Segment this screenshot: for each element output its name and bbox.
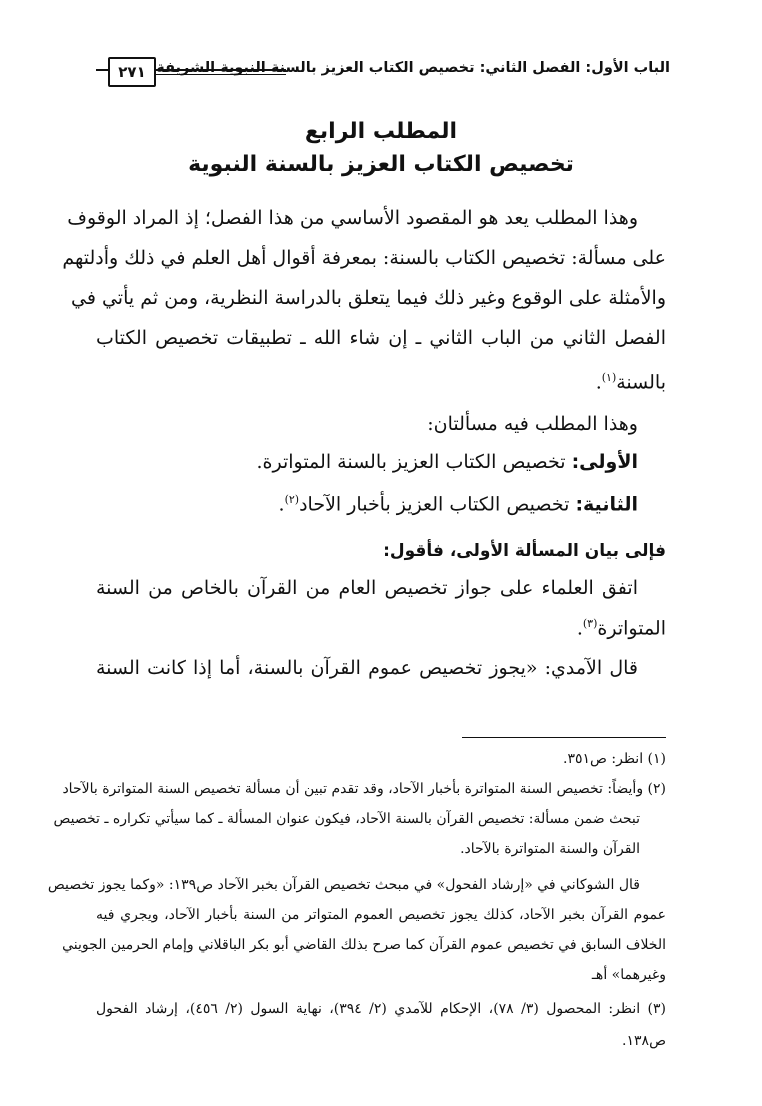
paragraph-line: على مسألة: تخصيص الكتاب بالسنة: بمعرفة أقوال أهل العلم في ذلك وأدلتهم — [62, 247, 666, 269]
issue-two-text: تخصيص الكتاب العزيز بأخبار الآحاد — [299, 493, 570, 516]
paragraph-line: الفصل الثاني من الباب الثاني ـ إن شاء الله ـ تطبيقات تخصيص الكتاب — [96, 327, 666, 349]
issue-one-text: تخصيص الكتاب العزيز بالسنة المتواترة. — [256, 451, 566, 473]
footnote-ref: (٣) — [582, 617, 598, 630]
section-heading — [96, 116, 666, 182]
footnote-2-line: الخلاف السابق في تخصيص عموم القرآن كما صرح بذلك القاضي أبو بكر الباقلاني وإمام الحرمين الجويني — [62, 937, 666, 953]
issue-one-label: الأولى: — [571, 451, 638, 473]
paragraph-period: . — [576, 617, 583, 640]
paragraph-line: والأمثلة على الوقوع وغير ذلك فيما يتعلق بالدراسة النظرية، ومن ثم يأتي في — [71, 287, 666, 309]
footnote-2-line: القرآن والسنة المتواترة بالآحاد. — [460, 841, 640, 857]
paragraph-line: اتفق العلماء على جواز تخصيص العام من القرآن بالخاص من السنة — [96, 577, 638, 599]
footnote-ref: (١) — [601, 371, 617, 384]
footnote-2-line: عموم القرآن بخبر الآحاد، كذلك يجوز تخصيص العموم المتواتر من السنة بأخبار الآحاد، ويجري فيه — [96, 907, 666, 923]
page-number-tail — [96, 69, 108, 71]
footnote-ref: (٢) — [284, 493, 300, 506]
issue-two-period: . — [278, 493, 285, 516]
paragraph-line: قال الآمدي: «يجوز تخصيص عموم القرآن بالسنة، أما إذا كانت السنة — [96, 657, 638, 679]
subheading: فإلى بيان المسألة الأولى، فأقول: — [383, 541, 666, 561]
footnote-3-line: ص١٣٨. — [622, 1033, 666, 1049]
header-rule-thin — [154, 74, 286, 75]
section-title: المطلب الرابع — [304, 119, 458, 144]
issue-two — [96, 480, 666, 520]
page-number: ٢٧١ — [108, 57, 156, 87]
footnote-2-line: قال الشوكاني في «إرشاد الفحول» في مبحث تخصيص القرآن بخبر الآحاد ص١٣٩: «وكما يجوز تخصيص — [47, 877, 640, 893]
paragraph-period: . — [595, 371, 602, 394]
issues-intro: وهذا المطلب فيه مسألتان: — [427, 413, 638, 435]
footnote-1: (١) انظر: ص٣٥١. — [562, 751, 666, 767]
running-header — [96, 56, 670, 90]
paragraph-text: بالسنة — [616, 371, 666, 394]
paragraph-line-end — [96, 604, 666, 644]
issue-one — [96, 442, 666, 482]
paragraph-line: وهذا المطلب يعد هو المقصود الأساسي من هذا الفصل؛ إذ المراد الوقوف — [67, 207, 638, 229]
footnote-2-line: تبحث ضمن مسألة: تخصيص القرآن بالسنة الآحاد، فيكون عنوان المسألة ـ كما سيأتي تكراره ـ تخصيص — [53, 811, 640, 827]
footnote-2-line: وغيرهما» أهـ — [591, 967, 666, 983]
issue-two-label: الثانية: — [575, 493, 638, 516]
section-subtitle: تخصيص الكتاب العزيز بالسنة النبوية — [188, 152, 574, 177]
footnote-separator — [462, 737, 666, 738]
footnote-2-line: (٢) وأيضاً: تخصيص السنة المتواترة بأخبار الآحاد، وقد تقدم تبين أن مسألة تخصيص السنة المتواترة بالآحاد — [62, 781, 666, 797]
running-header-title: الباب الأول: الفصل الثاني: تخصيص الكتاب العزيز بالسنة النبوية الشريفة — [156, 60, 670, 76]
paragraph-line-end — [96, 358, 666, 398]
footnote-3-line: (٣) انظر: المحصول (٣/ ٧٨)، الإحكام للآمدي (٢/ ٣٩٤)، نهاية السول (٢/ ٤٥٦)، إرشاد الفحول — [96, 1001, 666, 1017]
header-rule — [154, 69, 286, 71]
paragraph-text: المتواترة — [597, 617, 666, 640]
